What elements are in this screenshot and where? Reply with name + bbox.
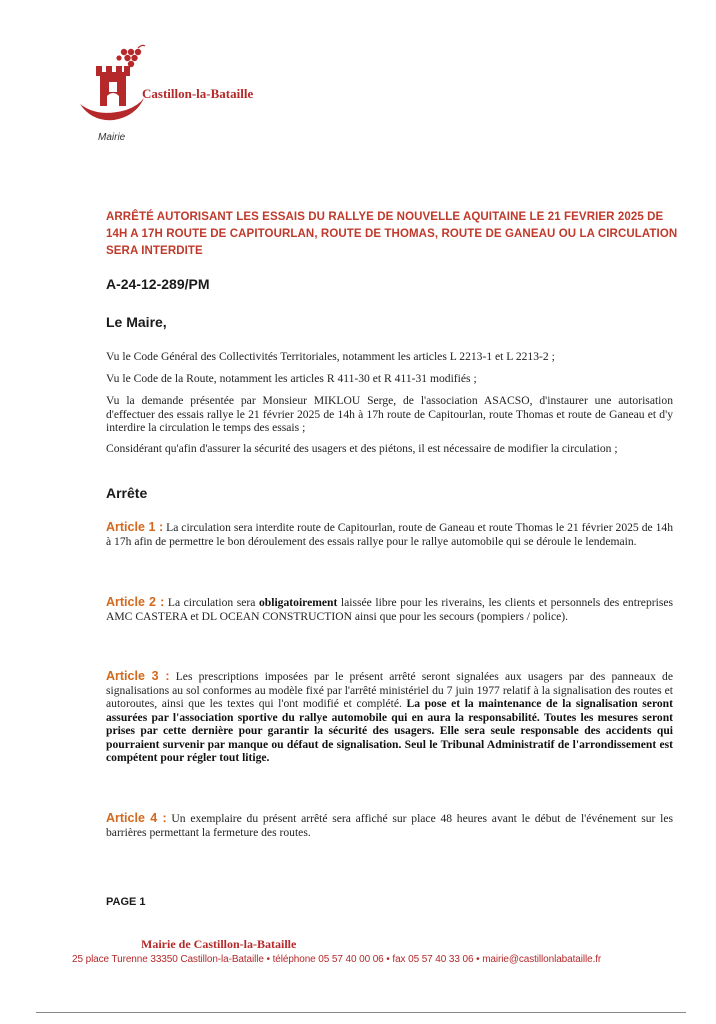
town-logo — [78, 44, 298, 154]
vu-paragraph-1: Vu le Code Général des Collectivités Territoriales, notamment les articles L 2213-1 et L 2213-2 ; — [106, 350, 555, 363]
article-4-label: Article 4 : — [106, 811, 167, 825]
vu-paragraph-2: Vu le Code de la Route, notamment les articles R 411-30 et R 411-31 modifiés ; — [106, 372, 477, 385]
logo-subtitle: Mairie — [98, 132, 126, 143]
article-1-label: Article 1 : — [106, 520, 164, 534]
article-3-label: Article 3 : — [106, 669, 170, 683]
footer-address: 25 place Turenne 33350 Castillon-la-Bataille • téléphone 05 57 40 00 06 • fax 05 57 40 33 06 • mairie@castillonlabataille.fr — [72, 954, 602, 965]
article-3 — [106, 670, 673, 765]
vu-paragraph-3: Vu la demande présentée par Monsieur MIKLOU Serge, de l'association ASACSO, d'instaurer une autorisation d'effectuer des essais rallye le 21 février 2025 de 14h à 17h route de Capitourlan, route Thomas et route de Ganeau et d'y interdire la circulation le temps des essais ; — [106, 394, 673, 434]
article-2-label: Article 2 : — [106, 595, 165, 609]
article-3-text-bold: La pose et la maintenance de la signalisation seront assurées par l'association sportive du rallye automobile qui en aura la responsabilité. Toutes les mesures seront prises par cette dernière pour garantir la sécurité des usagers. Elle sera seule responsable des accidents qui pourraient survenir par manque ou défaut de signalisation. Seul le Tribunal Administratif de l'arrondissement est compétent pour régler tout litige. — [106, 697, 673, 764]
article-2 — [106, 596, 673, 623]
page-number: PAGE 1 — [106, 896, 146, 908]
document-title: ARRÊTÉ AUTORISANT LES ESSAIS DU RALLYE DE NOUVELLE AQUITAINE LE 21 FEVRIER 2025 DE 14H A 17H ROUTE DE CAPITOURLAN, ROUTE DE THOMAS, ROUTE DE GANEAU OU LA CIRCULATION SERA INTERDITE — [106, 211, 678, 257]
heading-arrete: Arrête — [106, 485, 148, 501]
footer-town-name: Mairie de Castillon-la-Bataille — [141, 937, 297, 951]
logo-town-name: Castillon-la-Bataille — [142, 86, 254, 101]
article-2-text-bold: obligatoirement — [259, 596, 338, 609]
article-2-text-b: laissée libre pour les riverains, les clients et personnels des entreprises AMC CASTERA et DL OCEAN CONSTRUCTION ainsi que pour les secours (pompiers / police). — [106, 596, 673, 623]
article-4 — [106, 812, 673, 839]
bottom-divider — [36, 1012, 686, 1013]
article-3-text-a: Les prescriptions imposées par le présent arrêté seront signalées aux usagers par des panneaux de signalisations au sol conformes au modèle fixé par l'arrêté ministériel du 7 juin 1977 relatif à la signalisation des routes et autoroutes, ainsi que les textes qui l'ont modifié et complété. — [106, 670, 673, 710]
article-1-text: La circulation sera interdite route de Capitourlan, route de Ganeau et route Thomas le 21 février 2025 de 14h à 17h afin de permettre le bon déroulement des essais rallye pour le rallye automobile qui se déroule le lendemain. — [106, 521, 674, 548]
castle-grapes-icon — [78, 44, 148, 134]
article-1 — [106, 521, 673, 548]
considerant-paragraph: Considérant qu'afin d'assurer la sécurité des usagers et des piétons, il est nécessaire de modifier la circulation ; — [106, 442, 618, 455]
reference-number: A-24-12-289/PM — [106, 276, 210, 292]
heading-maire: Le Maire, — [106, 314, 167, 330]
article-2-text-a: La circulation sera — [167, 596, 259, 609]
article-4-text: Un exemplaire du présent arrêté sera affiché sur place 48 heures avant le début de l'événement sur les barrières permettant la fermeture des routes. — [106, 812, 673, 839]
